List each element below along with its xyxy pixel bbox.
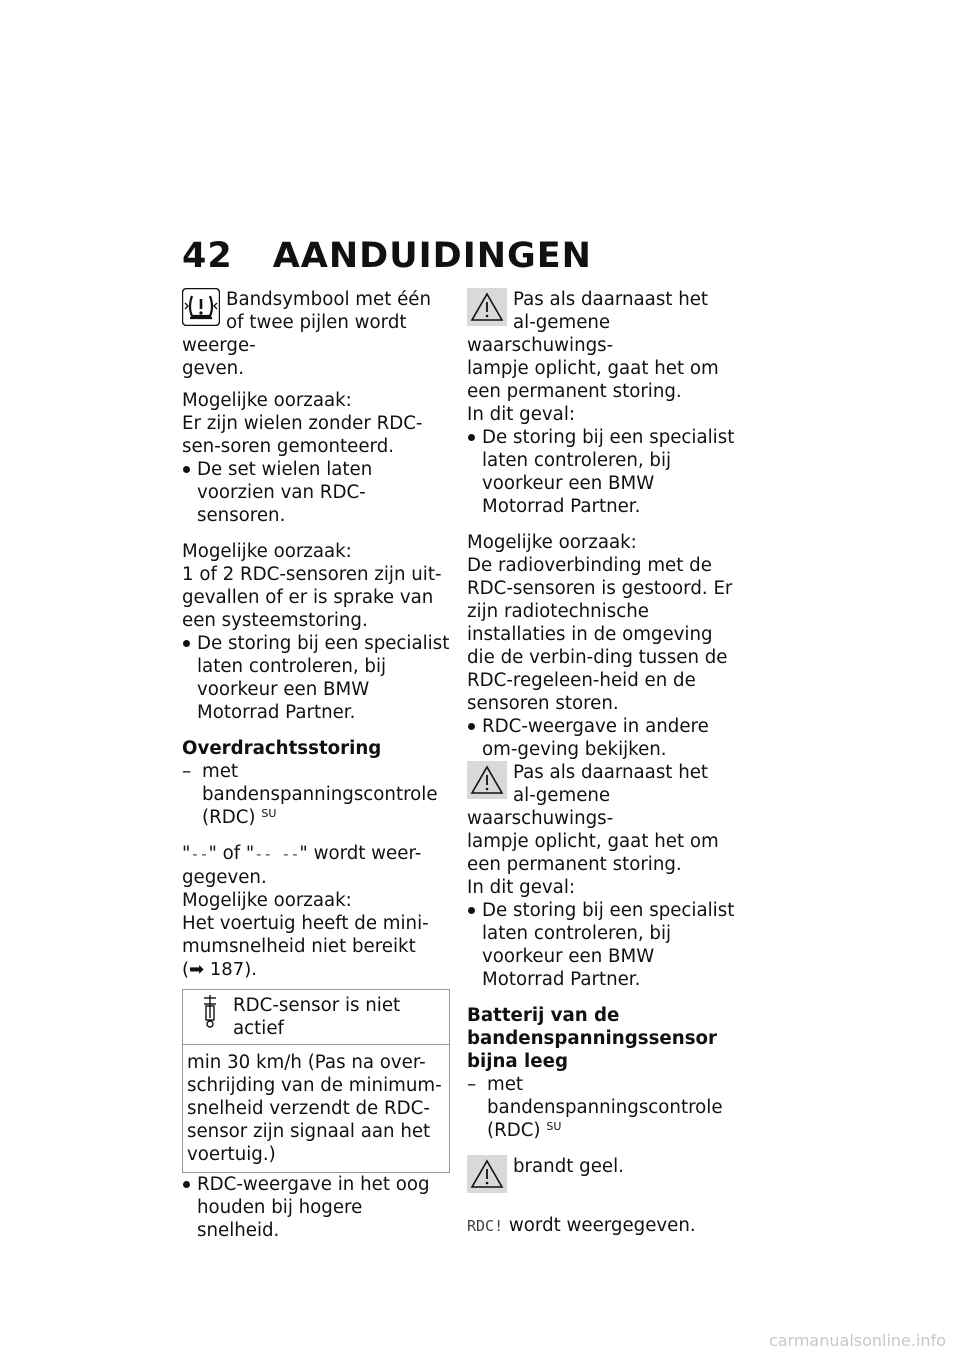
warning-text-end: lampje oplicht, gaat het om een permanent storing. [467, 358, 719, 402]
page-reference[interactable] [182, 958, 450, 981]
table-cell: min 30 km/h (Pas na over-schrijding van de minimum-snelheid verzendt de RDC-sensor zijn signaal aan het voertuig.) [187, 1052, 442, 1165]
tire-warning-block [182, 288, 450, 380]
case-label: In dit geval: [467, 877, 576, 898]
table-row [183, 1045, 449, 1172]
quote-text: " [182, 843, 191, 864]
warning-text-end: lampje oplicht, gaat het om een permanent storing. [467, 831, 719, 875]
cause-label: Mogelijke oorzaak: [182, 890, 352, 911]
page-title: AANDUIDINGEN [272, 236, 592, 276]
tire-icon-description-end: geven. [182, 358, 244, 379]
dash-mark: – [467, 1074, 477, 1095]
cause-label: Mogelijke oorzaak: [182, 390, 352, 411]
section-heading: Batterij van de bandenspanningssensor bijna leeg [467, 1005, 717, 1072]
table-row [183, 990, 449, 1045]
section-subheading [182, 760, 450, 829]
cause-label: Mogelijke oorzaak: [182, 541, 352, 562]
arrow-right-icon: ➡ [189, 959, 205, 980]
quote-text: " of " [208, 843, 255, 864]
case-label: In dit geval: [467, 404, 576, 425]
display-code: RDC! [467, 1217, 504, 1235]
action-bullet: RDC-weergave in andere om-geving bekijken. [467, 715, 735, 761]
warning-text: Pas als daarnaast het al-gemene waarschuwings- [467, 289, 709, 356]
tire-pressure-icon [182, 288, 220, 332]
page-header [182, 236, 592, 276]
quote-text: " wordt weer-gegeven. [182, 843, 422, 888]
cause-text: 1 of 2 RDC-sensoren zijn uit-gevallen of er is sprake van een systeemstoring. [182, 564, 442, 631]
display-text: wordt weergegeven. [503, 1215, 696, 1236]
ref-paren: ( [182, 959, 190, 980]
table-cell: RDC-sensor is niet actief [233, 995, 401, 1039]
section-heading: Overdrachtsstoring [182, 738, 382, 759]
right-column [467, 288, 735, 1238]
watermark: carmanualsonline.info [768, 1331, 946, 1350]
action-bullet: De set wielen laten voorzien van RDC-sensoren. [182, 458, 450, 527]
lamp-block [467, 1155, 735, 1201]
warning-text: Pas als daarnaast het al-gemene waarschuwings- [467, 762, 709, 829]
display-code: -- [190, 845, 209, 863]
action-bullet: RDC-weergave in het oog houden bij hogere snelheid. [182, 1173, 450, 1242]
warning-triangle-icon [467, 761, 507, 805]
page-number: 42 [182, 236, 233, 276]
warning-triangle-icon [467, 1155, 507, 1199]
info-table [182, 989, 450, 1173]
section-subheading-text: met bandenspanningscontrole (RDC) [202, 761, 438, 828]
rdc-sensor-icon [201, 994, 219, 1036]
warning-triangle-icon [467, 288, 507, 332]
warning-block [467, 288, 735, 403]
action-bullet: De storing bij een specialist laten controleren, bij voorkeur een BMW Motorrad Partner. [182, 632, 450, 724]
cause-text: Het voertuig heeft de mini-mumsnelheid niet bereikt [182, 913, 429, 957]
left-column [182, 288, 450, 1242]
cause-text: Er zijn wielen zonder RDC-sen-soren gemonteerd. [182, 413, 423, 457]
warning-block [467, 761, 735, 876]
display-description [467, 1214, 735, 1238]
cause-label: Mogelijke oorzaak: [467, 532, 637, 553]
action-bullet: De storing bij een specialist laten controleren, bij voorkeur een BMW Motorrad Partner. [467, 426, 735, 518]
display-code: -- -- [254, 845, 300, 863]
action-bullet: De storing bij een specialist laten controleren, bij voorkeur een BMW Motorrad Partner. [467, 899, 735, 991]
dash-mark: – [182, 761, 192, 782]
display-description [182, 842, 450, 889]
ref-page: 187). [209, 959, 257, 980]
option-superscript: SU [546, 1120, 562, 1133]
lamp-text: brandt geel. [513, 1156, 624, 1177]
section-subheading [467, 1073, 735, 1142]
tire-icon-description: Bandsymbool met één of twee pijlen wordt weerge- [182, 289, 432, 356]
section-subheading-text: met bandenspanningscontrole (RDC) [487, 1074, 723, 1141]
cause-text: De radioverbinding met de RDC-sensoren is gestoord. Er zijn radiotechnische installaties in de omgeving die de verbin-ding tussen de RDC-regeleen-heid en de sensoren storen. [467, 555, 733, 714]
option-superscript: SU [261, 807, 277, 820]
